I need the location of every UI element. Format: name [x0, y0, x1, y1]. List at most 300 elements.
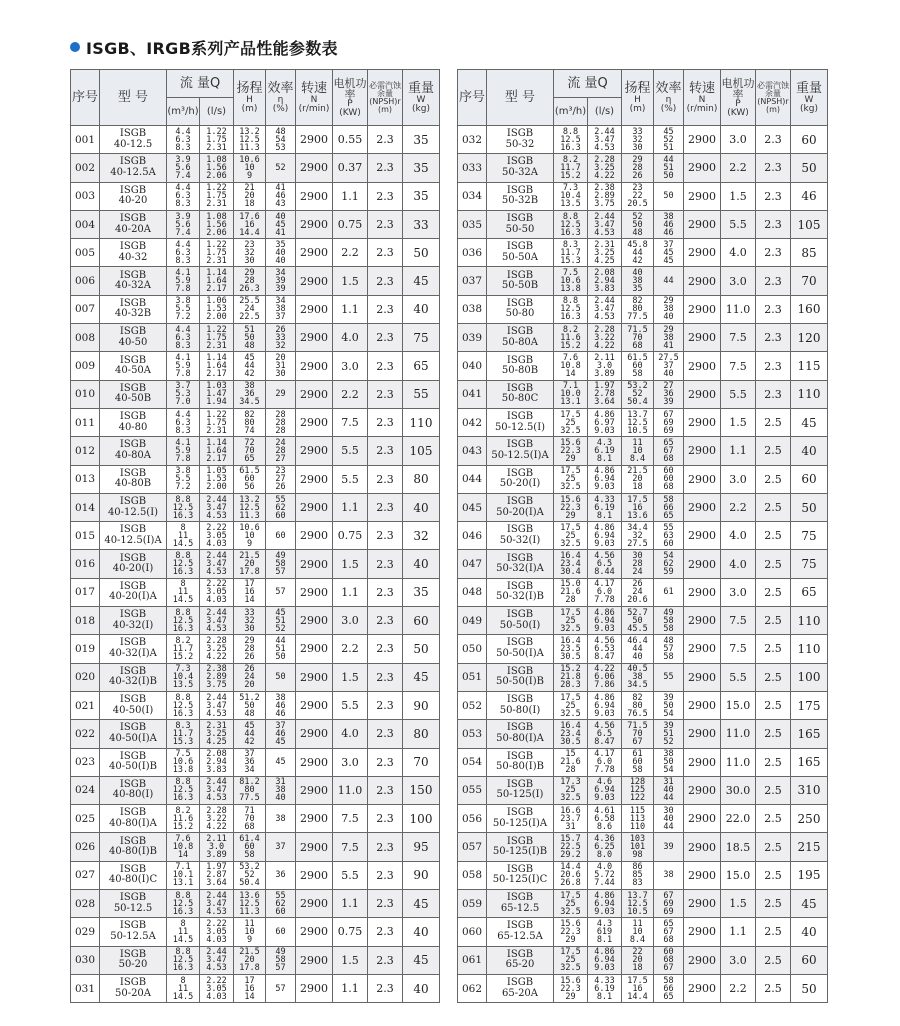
cell-speed: 2900: [296, 210, 333, 238]
cell-flow-m3h: 7.6 10.8 14: [554, 352, 588, 380]
cell-flow-m3h: 8.8 12.5 16.3: [167, 607, 200, 635]
cell-flow-ls: 2.08 2.94 3.83: [200, 748, 234, 776]
cell-flow-ls: 4.86 6.94 9.03: [588, 465, 622, 493]
cell-flow-ls: 1.22 1.75 2.31: [200, 408, 234, 436]
cell-npsh: 2.5: [756, 437, 791, 465]
cell-flow-ls: 4.86 6.94 9.03: [588, 522, 622, 550]
cell-model: ISGB 40-80B: [100, 465, 167, 493]
cell-seq: 059: [458, 890, 487, 918]
cell-power: 15.0: [721, 691, 756, 719]
table-row: [458, 578, 828, 606]
cell-flow-m3h: 15.6 22.3 29: [554, 437, 588, 465]
cell-weight: 45: [791, 408, 828, 436]
cell-flow-ls: 4.86 6.94 9.03: [588, 890, 622, 918]
table-row: [71, 522, 440, 550]
cell-npsh: 2.5: [756, 861, 791, 889]
cell-head: 34.4 32 27.5: [622, 522, 654, 550]
cell-npsh: 2.3: [756, 126, 791, 154]
cell-head: 51.2 50 48: [234, 691, 266, 719]
cell-head: 37 36 34: [234, 748, 266, 776]
cell-head: 29 28 26.3: [234, 267, 266, 295]
cell-seq: 034: [458, 182, 487, 210]
cell-speed: 2900: [296, 833, 333, 861]
cell-weight: 40: [791, 437, 828, 465]
cell-speed: 2900: [684, 635, 721, 663]
cell-speed: 2900: [296, 522, 333, 550]
cell-efficiency: 27 36 39: [654, 380, 684, 408]
cell-speed: 2900: [296, 182, 333, 210]
cell-seq: 006: [71, 267, 100, 295]
cell-flow-ls: 1.22 1.75 2.31: [200, 182, 234, 210]
cell-head: 71.5 70 68: [622, 324, 654, 352]
cell-flow-m3h: 17.3 25 32.5: [554, 776, 588, 804]
cell-flow-ls: 2.08 2.94 3.83: [588, 267, 622, 295]
cell-npsh: 2.5: [756, 493, 791, 521]
page-title: [70, 36, 338, 58]
cell-npsh: 2.5: [756, 607, 791, 635]
cell-speed: 2900: [296, 861, 333, 889]
cell-efficiency: 49 58 57: [266, 550, 296, 578]
cell-efficiency: 57: [266, 578, 296, 606]
cell-head: 61 60 58: [622, 748, 654, 776]
cell-npsh: 2.3: [368, 974, 403, 1002]
cell-seq: 039: [458, 324, 487, 352]
cell-head: 115 113 110: [622, 805, 654, 833]
cell-speed: 2900: [684, 154, 721, 182]
cell-seq: 010: [71, 380, 100, 408]
cell-power: 4.0: [721, 239, 756, 267]
cell-model: ISGB 40-32: [100, 239, 167, 267]
cell-head: 53.2 52 50.4: [622, 380, 654, 408]
cell-flow-m3h: 8.2 11.6 15.2: [167, 805, 200, 833]
cell-efficiency: 48 57 58: [654, 635, 684, 663]
cell-npsh: 2.3: [368, 493, 403, 521]
header-efficiency: 效率 η (%): [266, 70, 296, 126]
cell-head: 61.4 60 58: [234, 833, 266, 861]
cell-efficiency: 67 69 69: [654, 408, 684, 436]
cell-efficiency: 45: [266, 748, 296, 776]
cell-power: 5.5: [333, 691, 368, 719]
cell-power: 2.2: [333, 380, 368, 408]
cell-power: 0.75: [333, 918, 368, 946]
cell-npsh: 2.3: [368, 295, 403, 323]
cell-seq: 012: [71, 437, 100, 465]
cell-head: 29 28 26: [234, 635, 266, 663]
cell-weight: 45: [403, 267, 440, 295]
cell-head: 11 10 8.4: [622, 918, 654, 946]
cell-head: 26 24 20: [234, 663, 266, 691]
cell-model: ISGB 50-80C: [487, 380, 554, 408]
cell-head: 86 85 83: [622, 861, 654, 889]
cell-model: ISGB 50-20(I)A: [487, 493, 554, 521]
cell-flow-ls: 4.0 5.72 7.44: [588, 861, 622, 889]
table-row: [71, 239, 440, 267]
header-weight: 重量 W (kg): [791, 70, 828, 126]
cell-flow-ls: 2.31 3.25 4.25: [200, 720, 234, 748]
cell-flow-m3h: 7.3 10.4 13.5: [167, 663, 200, 691]
cell-speed: 2900: [684, 267, 721, 295]
cell-flow-m3h: 8.8 12.5 16.3: [554, 295, 588, 323]
cell-power: 2.2: [333, 635, 368, 663]
table-row: [71, 918, 440, 946]
cell-speed: 2900: [684, 861, 721, 889]
cell-power: 3.0: [333, 352, 368, 380]
cell-efficiency: 55 62 60: [266, 493, 296, 521]
cell-efficiency: 49 58 57: [266, 946, 296, 974]
cell-flow-ls: 1.14 1.64 2.17: [200, 437, 234, 465]
cell-flow-ls: 4.56 6.5 8.44: [588, 550, 622, 578]
cell-head: 51 50 48: [234, 324, 266, 352]
cell-efficiency: 48 54 53: [266, 126, 296, 154]
cell-head: 30 28 24: [622, 550, 654, 578]
cell-model: ISGB 40-12.5A: [100, 154, 167, 182]
cell-power: 3.0: [333, 748, 368, 776]
cell-power: 1.1: [721, 437, 756, 465]
cell-seq: 030: [71, 946, 100, 974]
table-row: [458, 946, 828, 974]
cell-head: 13.2 12.5 11.3: [234, 126, 266, 154]
table-body-right: [458, 126, 828, 1003]
cell-model: ISGB 50-50B: [487, 267, 554, 295]
cell-weight: 50: [791, 974, 828, 1002]
cell-flow-ls: 2.22 3.05 4.03: [200, 918, 234, 946]
cell-flow-m3h: 8 11 14.5: [167, 974, 200, 1002]
cell-seq: 029: [71, 918, 100, 946]
cell-flow-m3h: 7.3 10.4 13.5: [554, 182, 588, 210]
cell-head: 45 44 42: [234, 720, 266, 748]
cell-flow-m3h: 8.8 12.5 16.3: [554, 210, 588, 238]
cell-head: 128 125 122: [622, 776, 654, 804]
cell-model: ISGB 50-32B: [487, 182, 554, 210]
cell-npsh: 2.3: [368, 154, 403, 182]
cell-npsh: 2.3: [368, 918, 403, 946]
cell-flow-ls: 2.28 3.25 4.22: [200, 635, 234, 663]
cell-speed: 2900: [684, 210, 721, 238]
cell-power: 1.1: [333, 578, 368, 606]
table-row: [71, 550, 440, 578]
cell-model: ISGB 50-80(I): [487, 691, 554, 719]
cell-npsh: 2.5: [756, 550, 791, 578]
cell-model: ISGB 40-50(I)A: [100, 720, 167, 748]
cell-speed: 2900: [684, 974, 721, 1002]
cell-head: 26 24 20.6: [622, 578, 654, 606]
cell-efficiency: 55: [654, 663, 684, 691]
table-row: [458, 833, 828, 861]
cell-flow-m3h: 15 21.6 28: [554, 748, 588, 776]
table-row: [458, 324, 828, 352]
cell-speed: 2900: [684, 776, 721, 804]
cell-efficiency: 54 62 59: [654, 550, 684, 578]
cell-weight: 50: [403, 635, 440, 663]
cell-npsh: 2.3: [368, 550, 403, 578]
cell-efficiency: 29: [266, 380, 296, 408]
cell-npsh: 2.5: [756, 578, 791, 606]
table-row: [71, 437, 440, 465]
cell-model: ISGB 40-32(I): [100, 607, 167, 635]
cell-speed: 2900: [296, 748, 333, 776]
cell-model: ISGB 50-80A: [487, 324, 554, 352]
cell-npsh: 2.3: [368, 833, 403, 861]
cell-flow-m3h: 8.8 12.5 16.3: [167, 890, 200, 918]
cell-efficiency: 34 38 37: [266, 295, 296, 323]
cell-flow-m3h: 4.1 5.9 7.8: [167, 267, 200, 295]
cell-flow-ls: 4.3 6.19 8.1: [588, 437, 622, 465]
cell-model: ISGB 40-80(I): [100, 776, 167, 804]
table-row: [71, 154, 440, 182]
cell-seq: 041: [458, 380, 487, 408]
cell-npsh: 2.3: [756, 239, 791, 267]
cell-weight: 50: [403, 239, 440, 267]
cell-flow-m3h: 15.7 22.5 29.2: [554, 833, 588, 861]
cell-flow-ls: 4.86 6.94 9.03: [588, 607, 622, 635]
cell-flow-ls: 2.44 3.47 4.53: [200, 493, 234, 521]
header-flow: 流 量Q: [554, 70, 622, 98]
cell-npsh: 2.5: [756, 805, 791, 833]
cell-seq: 023: [71, 748, 100, 776]
cell-weight: 40: [403, 493, 440, 521]
cell-flow-ls: 4.86 6.94 9.03: [588, 946, 622, 974]
cell-power: 0.75: [333, 522, 368, 550]
cell-power: 3.0: [721, 946, 756, 974]
cell-speed: 2900: [296, 890, 333, 918]
header-flow-ls: (l/s): [588, 98, 622, 126]
cell-power: 1.1: [333, 974, 368, 1002]
cell-npsh: 2.3: [756, 267, 791, 295]
cell-seq: 042: [458, 408, 487, 436]
cell-seq: 019: [71, 635, 100, 663]
header-flow: 流 量Q: [167, 70, 234, 98]
cell-seq: 044: [458, 465, 487, 493]
table-header: [458, 70, 828, 126]
header-weight: 重量 W (kg): [403, 70, 440, 126]
cell-seq: 021: [71, 691, 100, 719]
cell-weight: 85: [791, 239, 828, 267]
cell-npsh: 2.3: [368, 522, 403, 550]
cell-efficiency: 44 51 50: [266, 635, 296, 663]
cell-flow-m3h: 16.4 23.5 30.5: [554, 635, 588, 663]
cell-speed: 2900: [684, 182, 721, 210]
cell-seq: 057: [458, 833, 487, 861]
cell-model: ISGB 50-20A: [100, 974, 167, 1002]
cell-npsh: 2.3: [368, 267, 403, 295]
table-row: [458, 748, 828, 776]
table-row: [458, 890, 828, 918]
table-row: [458, 522, 828, 550]
cell-efficiency: 39 51 52: [654, 720, 684, 748]
cell-model: ISGB 40-20(I): [100, 550, 167, 578]
cell-head: 82 80 77.5: [622, 295, 654, 323]
cell-efficiency: 65 67 68: [654, 437, 684, 465]
cell-head: 10.6 10 9: [234, 154, 266, 182]
cell-speed: 2900: [296, 437, 333, 465]
cell-weight: 35: [403, 182, 440, 210]
cell-flow-ls: 4.17 6.0 7.78: [588, 578, 622, 606]
cell-model: ISGB 40-20(I)A: [100, 578, 167, 606]
cell-efficiency: 41 46 43: [266, 182, 296, 210]
cell-weight: 95: [403, 833, 440, 861]
cell-head: 82 80 74: [234, 408, 266, 436]
cell-model: ISGB 40-12.5(I)A: [100, 522, 167, 550]
cell-head: 103 101 98: [622, 833, 654, 861]
cell-weight: 46: [791, 182, 828, 210]
cell-power: 2.2: [721, 974, 756, 1002]
cell-efficiency: 38: [266, 805, 296, 833]
table-row: [458, 635, 828, 663]
cell-npsh: 2.3: [368, 663, 403, 691]
table-row: [458, 465, 828, 493]
cell-model: ISGB 50-125(I)C: [487, 861, 554, 889]
cell-model: ISGB 50-12.5: [100, 890, 167, 918]
cell-head: 29 28 26: [622, 154, 654, 182]
cell-npsh: 2.5: [756, 635, 791, 663]
cell-weight: 60: [791, 946, 828, 974]
cell-model: ISGB 50-32: [487, 126, 554, 154]
cell-weight: 32: [403, 522, 440, 550]
cell-model: ISGB 50-50(I)B: [487, 663, 554, 691]
cell-power: 1.5: [333, 946, 368, 974]
cell-efficiency: 26 33 32: [266, 324, 296, 352]
table-row: [71, 182, 440, 210]
cell-npsh: 2.3: [368, 239, 403, 267]
cell-speed: 2900: [684, 691, 721, 719]
cell-flow-m3h: 8.8 12.5 16.3: [167, 550, 200, 578]
cell-speed: 2900: [296, 691, 333, 719]
cell-speed: 2900: [296, 720, 333, 748]
cell-efficiency: 29 38 40: [654, 295, 684, 323]
cell-head: 17.5 16 14.4: [622, 974, 654, 1002]
header-head: 扬程 H (m): [234, 70, 266, 126]
cell-flow-m3h: 15.2 21.8 28.3: [554, 663, 588, 691]
cell-weight: 110: [791, 607, 828, 635]
cell-head: 17.5 16 13.6: [622, 493, 654, 521]
cell-npsh: 2.3: [368, 691, 403, 719]
cell-efficiency: 37 45 45: [654, 239, 684, 267]
cell-head: 13.7 12.5 10.5: [622, 890, 654, 918]
cell-flow-m3h: 17.5 25 32.5: [554, 522, 588, 550]
cell-flow-ls: 2.44 3.47 4.53: [588, 126, 622, 154]
cell-model: ISGB 50-125(I): [487, 776, 554, 804]
cell-power: 11.0: [721, 720, 756, 748]
cell-flow-ls: 2.11 3.0 3.89: [588, 352, 622, 380]
cell-weight: 80: [403, 720, 440, 748]
cell-power: 3.0: [721, 126, 756, 154]
cell-weight: 35: [403, 126, 440, 154]
cell-flow-ls: 1.22 1.75 2.31: [200, 324, 234, 352]
cell-speed: 2900: [296, 126, 333, 154]
cell-speed: 2900: [296, 154, 333, 182]
cell-npsh: 2.3: [368, 890, 403, 918]
cell-speed: 2900: [296, 776, 333, 804]
table-row: [71, 352, 440, 380]
cell-efficiency: 44: [654, 267, 684, 295]
cell-efficiency: 31 40 44: [654, 776, 684, 804]
cell-head: 52 50 48: [622, 210, 654, 238]
cell-seq: 038: [458, 295, 487, 323]
table-row: [458, 408, 828, 436]
cell-speed: 2900: [684, 946, 721, 974]
cell-speed: 2900: [296, 578, 333, 606]
cell-flow-ls: 2.31 3.25 4.25: [588, 239, 622, 267]
cell-model: ISGB 40-32(I)A: [100, 635, 167, 663]
cell-power: 5.5: [721, 210, 756, 238]
cell-efficiency: 44 51 50: [654, 154, 684, 182]
cell-head: 23 32 30: [234, 239, 266, 267]
cell-npsh: 2.5: [756, 833, 791, 861]
table-row: [71, 776, 440, 804]
cell-weight: 65: [791, 578, 828, 606]
cell-model: ISGB 40-50: [100, 324, 167, 352]
cell-flow-m3h: 16.4 23.4 30.4: [554, 550, 588, 578]
cell-weight: 40: [403, 974, 440, 1002]
cell-npsh: 2.3: [368, 465, 403, 493]
cell-weight: 35: [403, 154, 440, 182]
cell-seq: 011: [71, 408, 100, 436]
cell-flow-ls: 2.22 3.05 4.03: [200, 578, 234, 606]
cell-npsh: 2.3: [368, 805, 403, 833]
cell-weight: 175: [791, 691, 828, 719]
table-row: [71, 946, 440, 974]
cell-flow-ls: 4.86 6.97 9.03: [588, 408, 622, 436]
cell-weight: 60: [791, 126, 828, 154]
table-row: [458, 550, 828, 578]
cell-seq: 005: [71, 239, 100, 267]
cell-model: ISGB 50-125(I)A: [487, 805, 554, 833]
cell-speed: 2900: [296, 352, 333, 380]
cell-power: 7.5: [333, 408, 368, 436]
cell-speed: 2900: [684, 720, 721, 748]
cell-weight: 110: [791, 380, 828, 408]
cell-speed: 2900: [684, 550, 721, 578]
cell-flow-m3h: 3.8 5.5 7.2: [167, 465, 200, 493]
cell-flow-ls: 2.44 3.47 4.53: [588, 295, 622, 323]
cell-power: 2.2: [721, 493, 756, 521]
cell-model: ISGB 50-125(I)B: [487, 833, 554, 861]
cell-power: 5.5: [333, 465, 368, 493]
cell-model: ISGB 40-80: [100, 408, 167, 436]
cell-flow-m3h: 7.6 10.8 14: [167, 833, 200, 861]
cell-speed: 2900: [296, 918, 333, 946]
cell-speed: 2900: [684, 493, 721, 521]
cell-seq: 058: [458, 861, 487, 889]
cell-efficiency: 37 46 45: [266, 720, 296, 748]
cell-flow-m3h: 8.2 11.6 15.2: [554, 324, 588, 352]
cell-weight: 40: [791, 918, 828, 946]
cell-model: ISGB 40-32A: [100, 267, 167, 295]
cell-power: 1.5: [721, 182, 756, 210]
cell-model: ISGB 50-32(I)B: [487, 578, 554, 606]
table-row: [71, 267, 440, 295]
header-head: 扬程 H (m): [622, 70, 654, 126]
cell-flow-ls: 2.11 3.0 3.89: [200, 833, 234, 861]
cell-power: 3.0: [721, 578, 756, 606]
table-row: [71, 663, 440, 691]
cell-flow-ls: 1.14 1.64 2.17: [200, 352, 234, 380]
cell-flow-m3h: 4.4 6.3 8.3: [167, 182, 200, 210]
cell-seq: 013: [71, 465, 100, 493]
cell-model: ISGB 50-12.5(I): [487, 408, 554, 436]
cell-flow-ls: 2.28 3.22 4.22: [200, 805, 234, 833]
table-row: [71, 493, 440, 521]
cell-seq: 049: [458, 607, 487, 635]
cell-model: ISGB 40-20: [100, 182, 167, 210]
cell-npsh: 2.3: [368, 720, 403, 748]
cell-speed: 2900: [684, 607, 721, 635]
cell-head: 21.5 20 18: [622, 465, 654, 493]
cell-flow-ls: 4.36 6.25 8.0: [588, 833, 622, 861]
cell-flow-m3h: 17.5 25 32.5: [554, 465, 588, 493]
cell-flow-m3h: 8.8 12.5 16.3: [167, 691, 200, 719]
cell-flow-m3h: 8 11 14.5: [167, 578, 200, 606]
